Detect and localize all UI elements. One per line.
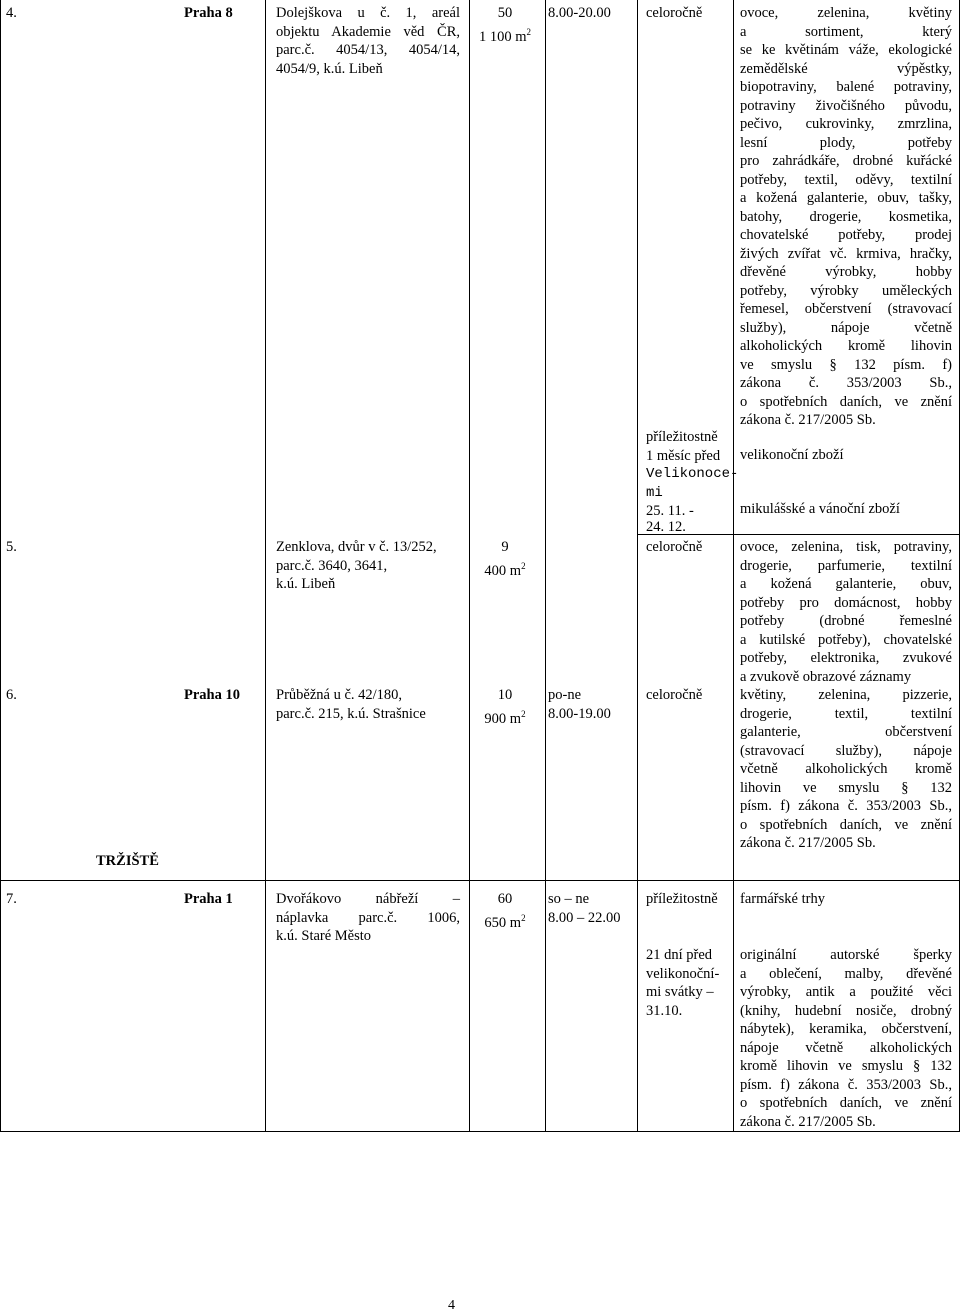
row-7-area: 650 $m^2$	[484, 912, 526, 931]
row-6-area: 900 $m^2$	[484, 708, 526, 727]
row-7-goods-1: farmářské trhy	[740, 891, 825, 907]
row-7-period-1: příležitostně	[646, 891, 718, 907]
row-5-area: 400 $m^2$	[484, 560, 526, 579]
row-4-district: Praha 8	[184, 5, 233, 21]
row-6-stands: 10	[497, 687, 513, 703]
row-7-district: Praha 1	[184, 891, 233, 907]
row-6-district: Praha 10	[184, 687, 240, 703]
row-4-stands: 50	[497, 5, 513, 21]
row-6-number: 6.	[6, 687, 17, 703]
row-7-number: 7.	[6, 891, 17, 907]
row-5-period: celoročně	[646, 539, 703, 555]
row-4-number: 4.	[6, 5, 17, 21]
section-label: TRŽIŠTĚ	[96, 853, 159, 869]
row-6-period: celoročně	[646, 687, 703, 703]
row-5-stands: 9	[501, 539, 509, 555]
page-number: 4	[448, 1298, 455, 1313]
row-4-time: 8.00-20.00	[548, 5, 611, 21]
row-4-period: celoročně	[646, 5, 703, 21]
row-4-occasional-goods-christmas: mikulášské a vánoční zboží	[740, 501, 900, 517]
row-7-stands: 60	[497, 891, 513, 907]
row-4-occasional-goods-easter: velikonoční zboží	[740, 447, 844, 463]
row-5-number: 5.	[6, 539, 17, 555]
row-4-area: 1 100 $m^2$	[478, 26, 532, 45]
